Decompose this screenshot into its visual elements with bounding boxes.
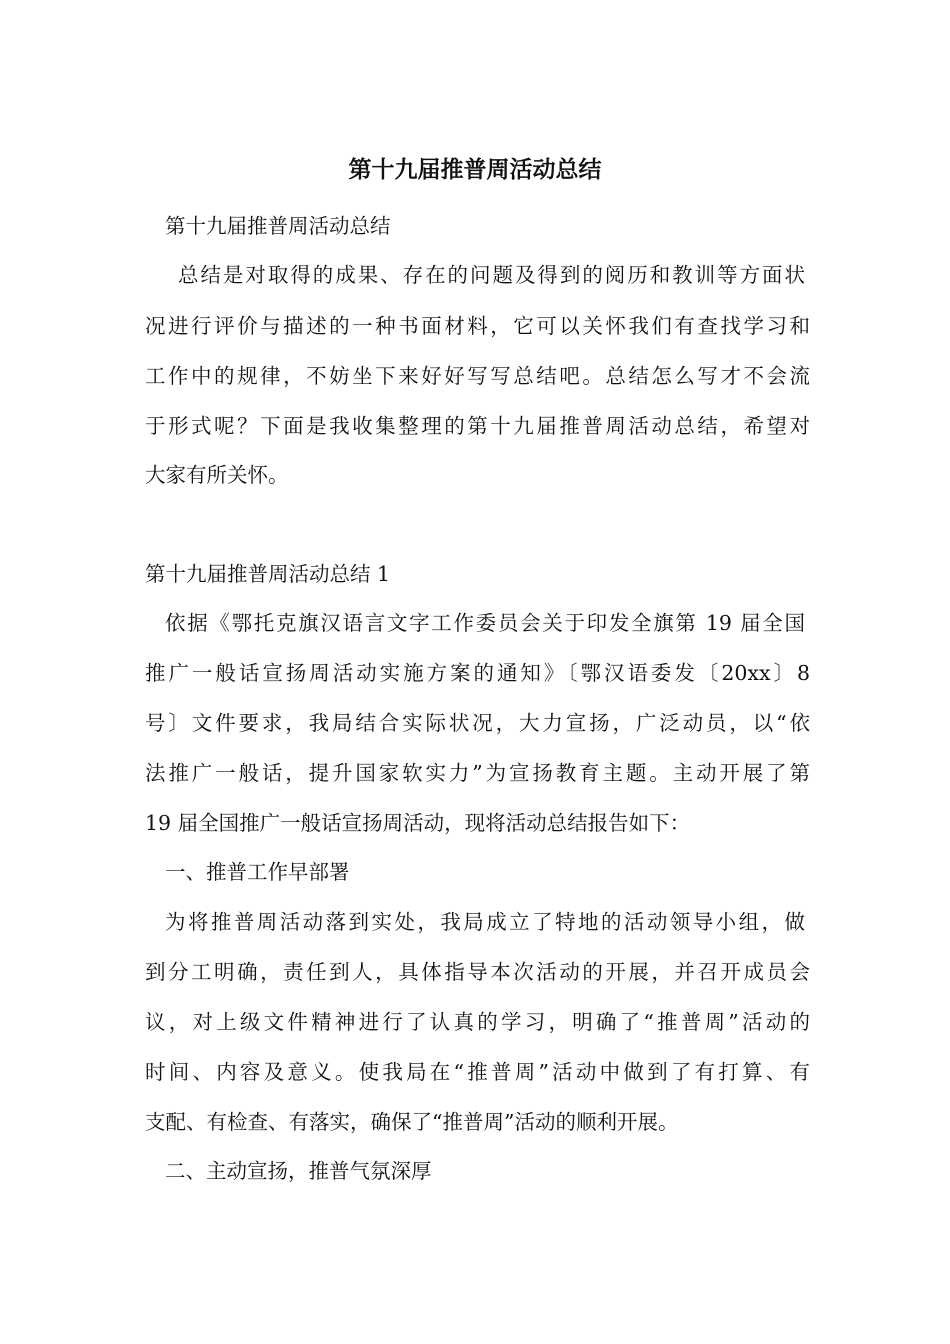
- body-line-3: 号〕文件要求，我局结合实际状况，大力宣扬，广泛动员，以“依: [145, 711, 810, 735]
- body-line-1: 依据《鄂托克旗汉语言文字工作委员会关于印发全旗第 19 届全国: [165, 611, 805, 635]
- subheading-2: 二、主动宣扬，推普气氛深厚: [165, 1159, 432, 1183]
- body-line-6: 为将推普周活动落到实处，我局成立了特地的活动领导小组，做: [165, 910, 805, 934]
- body-line-7: 到分工明确，责任到人，具体指导本次活动的开展，并召开成员会: [145, 960, 810, 984]
- intro-line-2: 况进行评价与描述的一种书面材料，它可以关怀我们有查找学习和: [145, 314, 810, 338]
- document-title: 第十九届推普周活动总结: [348, 156, 602, 183]
- section-heading-1: 第十九届推普周活动总结 1: [145, 562, 391, 586]
- body-line-8: 议，对上级文件精神进行了认真的学习，明确了“推普周”活动的: [145, 1010, 810, 1034]
- body-line-10: 支配、有检查、有落实，确保了“推普周”活动的顺利开展。: [145, 1110, 679, 1134]
- subheading-1: 一、推普工作早部署: [165, 860, 350, 884]
- intro-line-5: 大家有所关怀。: [145, 463, 289, 487]
- body-line-2: 推广一般话宣扬周活动实施方案的通知》〔鄂汉语委发〔20xx〕8: [145, 661, 810, 685]
- body-line-4: 法推广一般话，提升国家软实力”为宣扬教育主题。主动开展了第: [145, 761, 810, 785]
- subtitle-line: 第十九届推普周活动总结: [165, 214, 391, 238]
- body-line-9: 时间、内容及意义。使我局在“推普周”活动中做到了有打算、有: [145, 1060, 810, 1084]
- intro-line-1: 总结是对取得的成果、存在的问题及得到的阅历和教训等方面状: [178, 263, 805, 287]
- intro-line-4: 于形式呢？下面是我收集整理的第十九届推普周活动总结，希望对: [145, 414, 810, 438]
- body-line-5: 19 届全国推广一般话宣扬周活动，现将活动总结报告如下：: [145, 811, 691, 835]
- intro-line-3: 工作中的规律，不妨坐下来好好写写总结吧。总结怎么写才不会流: [145, 364, 810, 388]
